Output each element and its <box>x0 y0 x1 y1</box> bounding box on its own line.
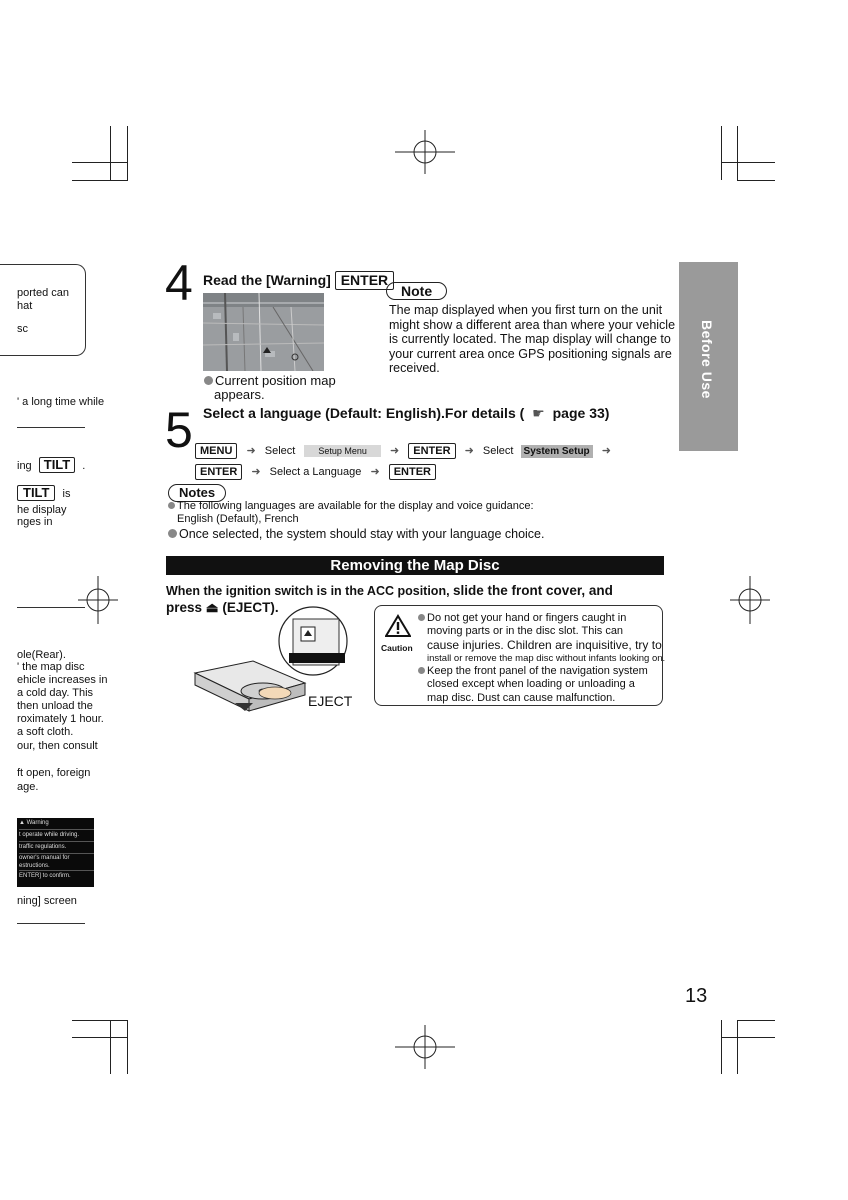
sequence-line-1: MENU ➜ Select Setup Menu ➜ ENTER ➜ Select System Setup ➜ <box>195 443 617 459</box>
eject-illustration <box>193 605 353 715</box>
arrow-icon: ➜ <box>251 466 261 478</box>
arrow-icon: ➜ <box>370 466 380 478</box>
side-tab-label: Before Use <box>699 320 715 399</box>
section-intro-2: press ⏏ (EJECT). <box>166 600 279 615</box>
arrow-icon: ➜ <box>389 445 400 457</box>
section-intro: When the ignition switch is in the ACC position, slide the front cover, and <box>166 583 613 598</box>
arrow-icon: ➜ <box>601 445 611 457</box>
fragment-text: roximately 1 hour. <box>17 713 104 725</box>
fragment-text: a cold day. This <box>17 687 94 699</box>
fragment-text: ehicle increases in <box>17 674 108 686</box>
page-number: 13 <box>685 985 708 1007</box>
fragment-text: our, then consult <box>17 740 98 752</box>
eject-label: EJECT <box>308 693 353 709</box>
enter-key: ENTER <box>408 443 455 459</box>
fragment-text: nges in <box>17 516 53 528</box>
fragment-text: hat <box>17 300 33 312</box>
divider <box>17 923 85 924</box>
step-title: Read the [Warning] ENTER <box>203 271 394 290</box>
step-number: 5 <box>165 402 193 458</box>
eject-icon: ⏏ <box>205 600 219 615</box>
fragment-text: ole(Rear). <box>17 649 66 661</box>
map-roads-icon <box>203 293 324 371</box>
setup-menu-item: Setup Menu <box>304 445 381 457</box>
arrow-icon: ➜ <box>246 445 256 457</box>
fragment-text: sc <box>17 323 28 335</box>
fragment-text: a soft cloth. <box>17 726 74 738</box>
side-tab <box>679 262 738 451</box>
warning-screen-thumbnail: ▲ Warning t operate while driving. traffic regulations. owner's manual for estructions. ENTER] to confirm. <box>17 818 94 887</box>
note-label: Note <box>386 282 447 301</box>
fragment-box <box>0 264 86 356</box>
warning-triangle-icon <box>385 614 411 638</box>
caution-label: Caution <box>381 643 413 653</box>
tilt-key: TILT <box>17 485 55 501</box>
registration-target-right <box>730 576 770 624</box>
fragment-text: then unload the <box>17 700 93 712</box>
sequence-line-2: ENTER ➜ Select a Language ➜ ENTER <box>195 464 436 480</box>
caution-text: Do not get your hand or fingers caught in moving parts or in the disc slot. This can cause injuries. Children are inquisitive, try to install or remove the map disc without infants looking on. Keep the front panel of the navigation system closed except when loading or unloading a map disc. Dust can cause malfunction. <box>418 612 665 705</box>
fragment-text: ' a long time while <box>17 396 105 408</box>
section-header: Removing the Map Disc <box>166 556 664 575</box>
notes-text: The following languages are available for the display and voice guidance: English (Default), French Once selected, the system should stay with your language choice. <box>168 500 544 542</box>
pointing-hand-icon: ☛ <box>532 405 545 421</box>
fragment-text: ning] screen <box>17 895 77 907</box>
divider <box>17 607 85 608</box>
divider <box>17 427 85 428</box>
fragment-text: ported can <box>17 287 69 299</box>
caution-box <box>374 605 666 706</box>
tilt-line: ing TILT . <box>17 457 86 472</box>
enter-key: ENTER <box>335 271 394 290</box>
map-caption: Current position map appears. <box>204 374 336 402</box>
enter-key: ENTER <box>389 464 436 480</box>
fragment-text: ' the map disc <box>17 661 85 673</box>
tilt-line-2: TILT is <box>17 485 71 502</box>
step-number: 4 <box>165 255 193 311</box>
note-text: The map displayed when you first turn on the unit might show a different area than where your vehicle is currently located. The map display will change to your current area once GPS positioning signals are received. <box>389 303 676 375</box>
arrow-icon: ➜ <box>464 445 474 457</box>
step-title: Select a language (Default: English).For details ( ☛ page 33) <box>203 405 610 421</box>
system-setup-item: System Setup <box>521 445 593 458</box>
registration-target-top <box>395 130 455 174</box>
fragment-text: age. <box>17 781 39 793</box>
fragment-text: ft open, foreign <box>17 767 91 779</box>
map-thumbnail <box>203 293 324 371</box>
tilt-key: TILT <box>39 457 75 473</box>
menu-key: MENU <box>195 443 237 459</box>
registration-target-left <box>78 576 118 624</box>
notes-label: Notes <box>168 484 226 502</box>
registration-target-bottom <box>395 1025 455 1069</box>
fragment-text: he display <box>17 504 67 516</box>
enter-key: ENTER <box>195 464 242 480</box>
